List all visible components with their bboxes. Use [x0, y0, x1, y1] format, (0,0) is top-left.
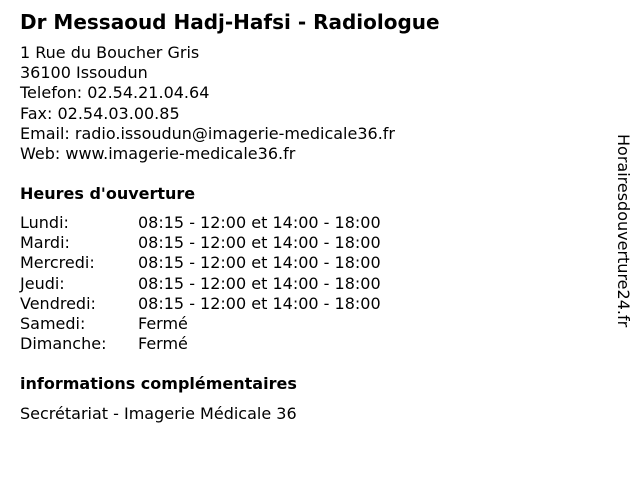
hours-row	[20, 294, 381, 314]
info-heading: informations complémentaires	[20, 374, 297, 393]
hours-row	[20, 253, 381, 273]
hours-time: Fermé	[138, 334, 188, 354]
hours-time: 08:15 - 12:00 et 14:00 - 18:00	[138, 293, 381, 313]
hours-day: Mercredi:	[20, 253, 95, 273]
hours-day: Jeudi:	[20, 273, 65, 293]
hours-time: Fermé	[138, 314, 188, 334]
contact-block	[20, 43, 395, 164]
hours-time: 08:15 - 12:00 et 14:00 - 18:00	[138, 213, 381, 232]
phone-number: Telefon: 02.54.21.04.64	[20, 83, 210, 103]
page-title: Dr Messaoud Hadj-Hafsi - Radiologue	[20, 10, 440, 34]
address-city: 36100 Issoudun	[20, 63, 148, 83]
website-address: Web: www.imagerie-medicale36.fr	[20, 143, 296, 163]
hours-time: 08:15 - 12:00 et 14:00 - 18:00	[138, 233, 381, 253]
hours-row	[20, 233, 381, 253]
fax-number: Fax: 02.54.03.00.85	[20, 103, 180, 123]
listing-card	[20, 0, 600, 480]
email-address: Email: radio.issoudun@imagerie-medicale36.fr	[20, 123, 395, 143]
hours-day: Lundi:	[20, 213, 69, 232]
info-text: Secrétariat - Imagerie Médicale 36	[20, 404, 297, 423]
hours-table	[20, 213, 381, 354]
hours-day: Samedi:	[20, 314, 86, 334]
hours-time: 08:15 - 12:00 et 14:00 - 18:00	[138, 273, 381, 293]
hours-day: Mardi:	[20, 233, 70, 253]
hours-heading: Heures d'ouverture	[20, 184, 196, 203]
hours-day: Vendredi:	[20, 293, 96, 313]
hours-row	[20, 314, 381, 334]
address-street: 1 Rue du Boucher Gris	[20, 43, 200, 62]
hours-row	[20, 213, 381, 233]
hours-time: 08:15 - 12:00 et 14:00 - 18:00	[138, 253, 381, 273]
site-watermark: Horairesdouverture24.fr	[614, 134, 633, 328]
hours-row	[20, 334, 381, 354]
hours-row	[20, 274, 381, 294]
hours-day: Dimanche:	[20, 334, 107, 354]
